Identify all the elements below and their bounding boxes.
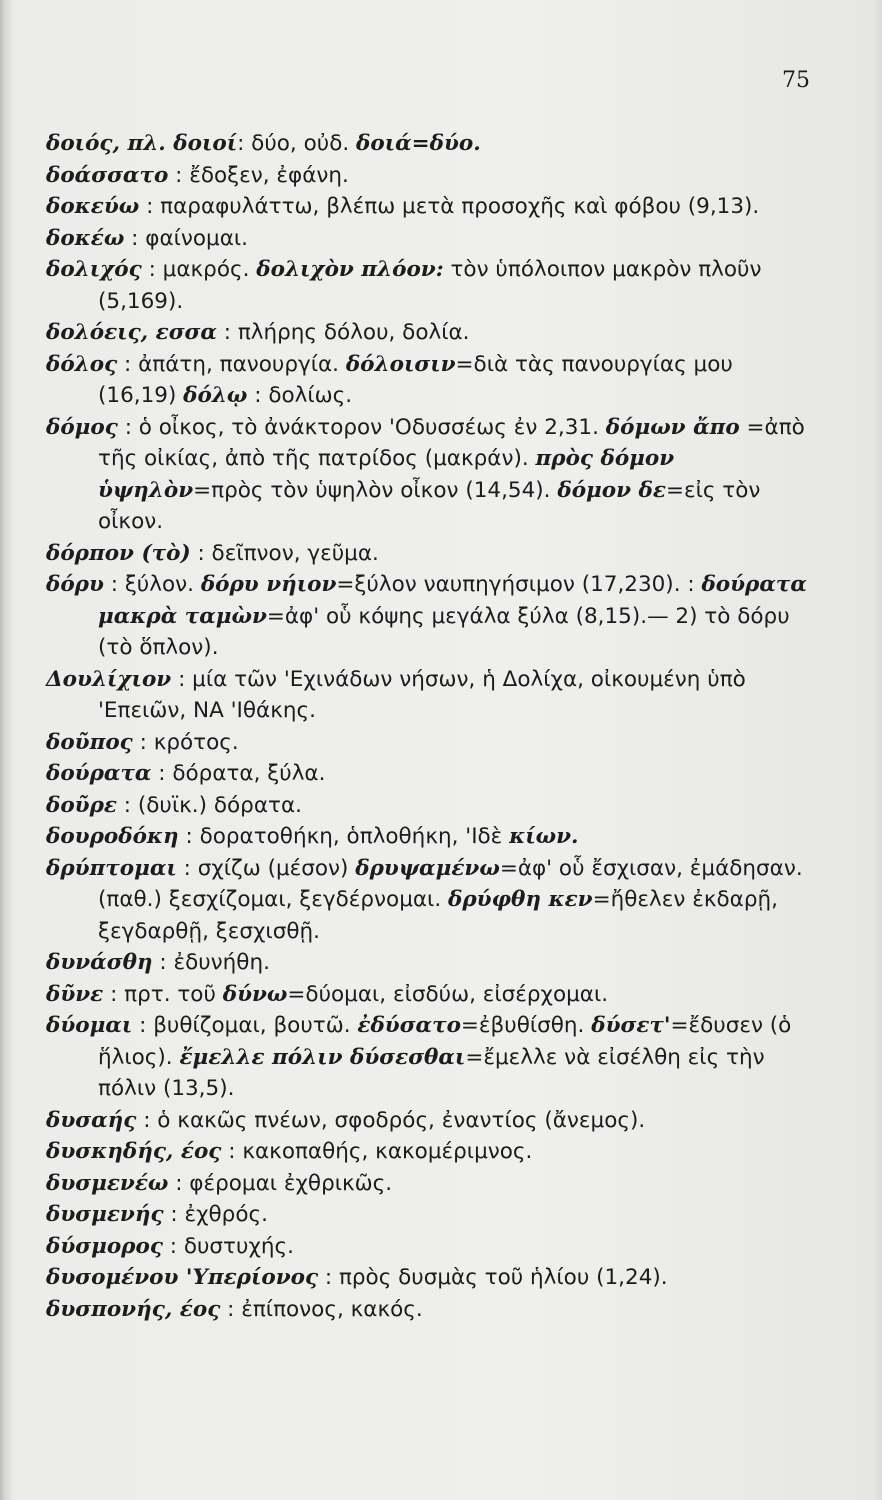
glossary-entry xyxy=(46,821,812,853)
glossary-entry xyxy=(46,349,812,412)
entry-headword: δυσκηδής, έος xyxy=(46,1139,222,1164)
entry-definition: : δεῖπνον, γεῦμα. xyxy=(190,540,379,566)
page-number: 75 xyxy=(782,68,810,93)
glossary-entry xyxy=(46,223,812,255)
entry-headword: δόλος xyxy=(46,351,118,377)
entry-definition: : ἐπίπονος, κακός. xyxy=(220,1296,423,1322)
entry-headword: Δουλίχιον xyxy=(46,666,172,692)
entry-headword: δολιχὸν πλόον: xyxy=(256,257,444,282)
glossary-entries xyxy=(46,128,812,1325)
entry-definition: =ἀφ' οὗ ἔσχισαν, ἐμάδησαν. (παθ.) ξεσχίζομαι, ξεγδέρνομαι. xyxy=(98,855,803,912)
entry-definition: : δολίως. xyxy=(247,383,353,408)
entry-definition: : βυθίζομαι, βουτῶ. xyxy=(132,1013,358,1038)
entry-headword: δούρατα xyxy=(46,761,152,786)
entry-headword: δουροδόκη xyxy=(46,824,179,849)
entry-definition: =ἔδυσεν (ὁ ἥλιος). xyxy=(98,1013,792,1070)
glossary-entry xyxy=(46,790,812,822)
entry-definition: : μία τῶν 'Εχινάδων νήσων, ἡ Δολίχα, οἰκουμένη ὑπὸ 'Επειῶν, ΝΑ 'Ιθάκης. xyxy=(98,666,746,723)
entry-headword: δοκεύω xyxy=(46,194,140,219)
glossary-entry xyxy=(46,979,812,1011)
entry-definition: : ὁ οἶκος, τὸ ἀνάκτορον 'Οδυσσέως ἐν 2,31. xyxy=(117,414,606,440)
entry-headword: δύσετ' xyxy=(591,1013,671,1038)
entry-definition: : κρότος. xyxy=(132,729,239,755)
entry-headword: δυσπονής, έος xyxy=(46,1296,221,1322)
glossary-entry xyxy=(46,317,812,349)
entry-definition: : ξύλον. xyxy=(103,572,201,597)
entry-headword: δοκέω xyxy=(46,225,125,251)
entry-headword: ἔμελλε πόλιν δύσεσθαι xyxy=(179,1044,466,1070)
entry-definition: : ἐδυνήθη. xyxy=(152,950,270,975)
entry-headword: δόρυ νήιον xyxy=(200,572,337,597)
entry-headword: δρύπτομαι xyxy=(46,855,177,881)
entry-definition: : πρτ. τοῦ xyxy=(103,981,223,1007)
entry-definition: =εἰς τὸν οἶκον. xyxy=(98,477,761,534)
entry-definition: : ὁ κακῶς πνέων, σφοδρός, ἐναντίος (ἄνεμος). xyxy=(136,1107,646,1133)
entry-definition: : σχίζω (μέσον) xyxy=(176,855,356,881)
entry-headword: δόλῳ xyxy=(183,383,248,408)
glossary-entry xyxy=(46,664,812,727)
entry-headword: δυσμενής xyxy=(46,1202,164,1227)
entry-headword: πρὸς δόμον ὑψηλὸν xyxy=(98,446,675,503)
entry-definition: : δορατοθήκη, ὁπλοθήκη, 'Ιδὲ xyxy=(178,824,510,849)
glossary-entry xyxy=(46,1168,812,1200)
glossary-entry xyxy=(46,538,812,570)
entry-definition: : μακρός. xyxy=(141,257,257,282)
entry-definition: =ἔμελλε νὰ εἰσέλθη εἰς τὴν πόλιν (13,5). xyxy=(98,1044,765,1101)
entry-headword: δόρυ xyxy=(46,572,104,597)
entry-definition: =ἀπὸ τῆς οἰκίας, ἀπὸ τῆς πατρίδος (μακράν). xyxy=(98,414,805,471)
entry-headword: δυσομένου 'Υπερίονος xyxy=(46,1265,319,1290)
entry-definition: τὸν ὑπόλοιπον μακρὸν πλοῦν (5,169). xyxy=(98,257,762,314)
entry-definition: =πρὸς τὸν ὑψηλὸν οἶκον (14,54). xyxy=(193,477,558,503)
glossary-entry xyxy=(46,1199,812,1231)
glossary-entry xyxy=(46,947,812,979)
entry-definition: : ἀπάτη, πανουργία. xyxy=(117,351,346,377)
entry-headword: δολόεις, εσσα xyxy=(46,320,217,345)
entry-definition: : φέρομαι ἐχθρικῶς. xyxy=(168,1170,393,1196)
entry-headword: δύνω xyxy=(222,981,288,1007)
glossary-entry xyxy=(46,128,812,160)
entry-headword: δοάσσατο xyxy=(46,162,169,188)
entry-definition: =ἐβυθίσθη. xyxy=(460,1013,592,1038)
entry-definition: : φαίνομαι. xyxy=(124,225,249,251)
entry-headword: δόμος xyxy=(46,414,118,440)
entry-definition: =δύομαι, εἰσδύω, εἰσέρχομαι. xyxy=(287,981,609,1007)
glossary-entry xyxy=(46,727,812,759)
entry-headword: δοιός, πλ. δοιοί xyxy=(46,131,238,156)
entry-definition: : πλήρης δόλου, δολία. xyxy=(216,320,470,345)
entry-headword: δούρατα μακρὰ ταμὼν xyxy=(98,572,807,629)
entry-headword: κίων. xyxy=(509,824,579,849)
entry-headword: δολιχός xyxy=(46,257,142,282)
entry-headword: δοιά=δύο. xyxy=(356,131,481,156)
entry-definition: : πρὸς δυσμὰς τοῦ ἡλίου (1,24). xyxy=(318,1265,668,1290)
glossary-entry xyxy=(46,191,812,223)
entry-headword: δυνάσθη xyxy=(46,950,153,975)
glossary-entry xyxy=(46,1105,812,1137)
entry-headword: δυσμενέω xyxy=(46,1170,169,1196)
entry-headword: δοῦρε xyxy=(46,792,117,818)
entry-definition: =ξύλον ναυπηγήσιμον (17,230). : xyxy=(336,572,702,597)
entry-definition: : κακοπαθής, κακομέριμνος. xyxy=(221,1139,533,1164)
entry-headword: ἐδύσατο xyxy=(357,1013,461,1038)
glossary-entry xyxy=(46,1262,812,1294)
entry-headword: δόμων ἄπο xyxy=(605,414,740,440)
entry-definition: : παραφυλάττω, βλέπω μετὰ προσοχῆς καὶ φόβου (9,13). xyxy=(139,194,760,219)
entry-headword: δύσμορος xyxy=(46,1233,163,1259)
entry-definition: : ἐχθρός. xyxy=(163,1202,268,1227)
entry-definition: : (δυϊκ.) δόρατα. xyxy=(116,792,302,818)
entry-definition: : δυστυχής. xyxy=(162,1233,294,1259)
entry-headword: δύομαι xyxy=(46,1013,133,1038)
entry-definition: =διὰ τὰς πανουργίας μου (16,19) xyxy=(98,351,733,408)
entry-headword: δρυψαμένω xyxy=(355,855,500,881)
entry-headword: δόρπον (τὸ) xyxy=(46,540,191,566)
page-edge xyxy=(872,0,882,1500)
entry-definition: : ἔδοξεν, ἐφάνη. xyxy=(168,162,349,188)
glossary-entry xyxy=(46,1010,812,1105)
glossary-entry xyxy=(46,853,812,948)
entry-headword: δοῦπος xyxy=(46,729,133,755)
entry-headword: δόμον δε xyxy=(557,477,666,503)
glossary-entry xyxy=(46,1136,812,1168)
glossary-entry xyxy=(46,758,812,790)
glossary-entry xyxy=(46,569,812,664)
entry-definition: : δόρατα, ξύλα. xyxy=(151,761,326,786)
glossary-entry xyxy=(46,1231,812,1263)
entry-definition: =ἤθελεν ἐκδαρῇ, ξεγδαρθῇ, ξεσχισθῇ. xyxy=(98,887,778,944)
glossary-entry xyxy=(46,412,812,538)
glossary-entry xyxy=(46,1294,812,1326)
entry-definition: =ἀφ' οὗ κόψης μεγάλα ξύλα (8,15).— 2) τὸ δόρυ (τὸ ὅπλον). xyxy=(98,603,790,660)
glossary-entry xyxy=(46,160,812,192)
entry-headword: δόλοισιν xyxy=(345,351,456,377)
entry-headword: δρύφθη κεν xyxy=(448,887,593,912)
entry-headword: δυσαής xyxy=(46,1107,137,1133)
entry-headword: δῦνε xyxy=(46,981,104,1007)
glossary-entry xyxy=(46,254,812,317)
entry-definition: : δύο, οὐδ. xyxy=(237,131,357,156)
